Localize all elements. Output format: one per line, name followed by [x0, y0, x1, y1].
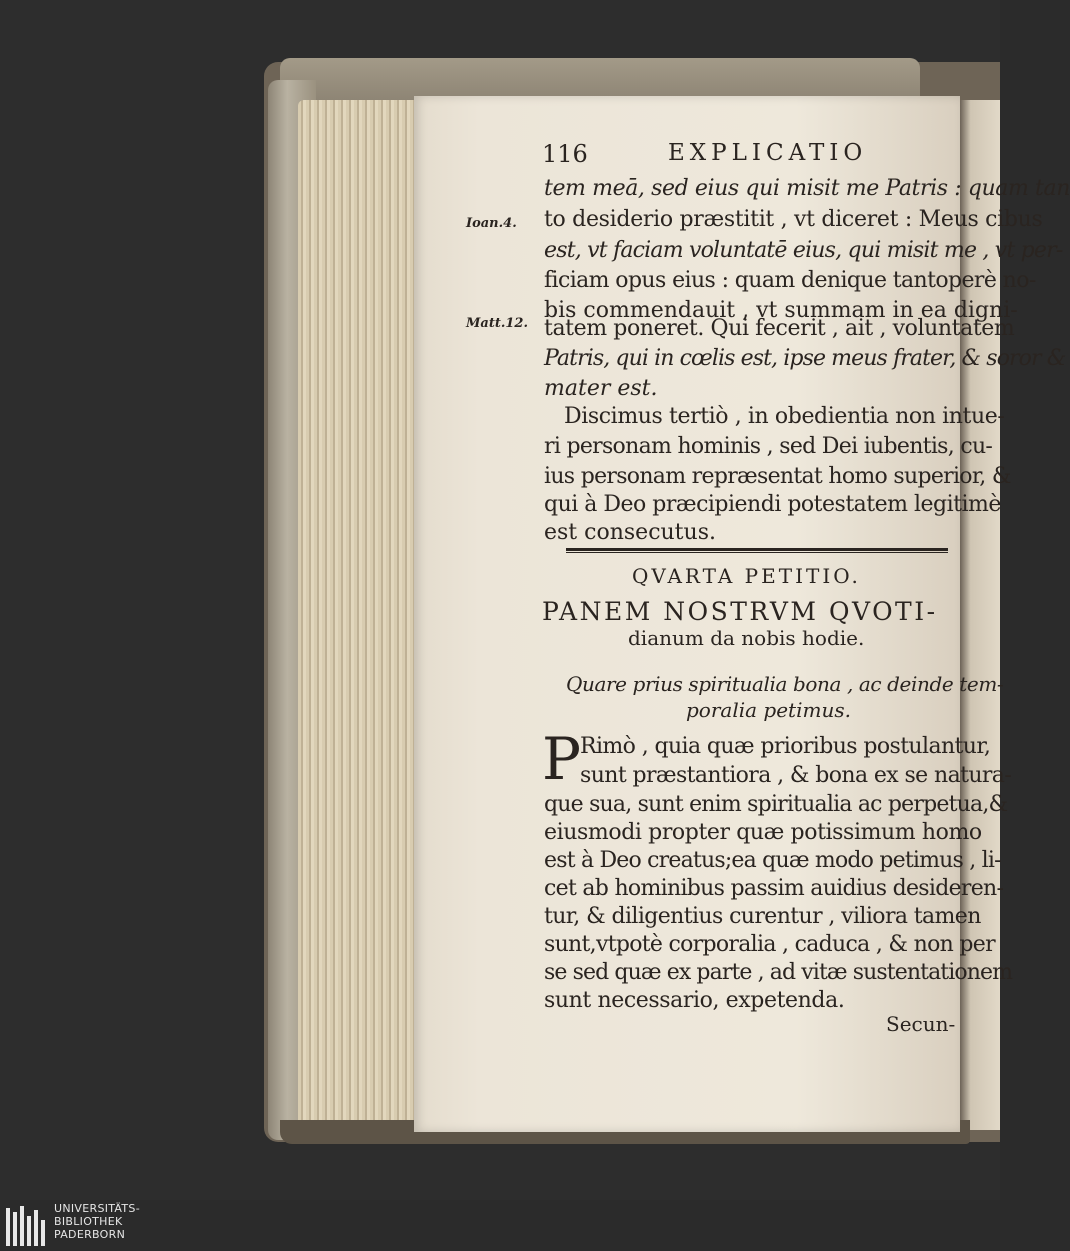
text-line: est, vt faciam voluntatē eius, qui misit me , vt per- — [544, 238, 1063, 263]
page-number: 116 — [542, 140, 588, 168]
text-line: cet ab hominibus passim auidius desideren- — [544, 876, 1004, 901]
text-line: qui à Deo præcipiendi potestatem legitimè — [544, 492, 1001, 517]
margin-note-matt: Matt.12. — [466, 316, 528, 331]
subheading-cont: poralia petimus. — [686, 698, 851, 722]
text-line: tem meā, sed eius qui misit me Patris : quam tan — [544, 176, 1070, 201]
text-line: est à Deo creatus;ea quæ modo petimus , li- — [544, 848, 1001, 873]
text-line: ius personam repræsentat homo superior, & — [544, 464, 1011, 489]
text-line: Rimò , quia quæ prioribus postulantur, — [580, 734, 991, 759]
text-line: Patris, qui in cœlis est, ipse meus frater, & soror & — [544, 346, 1066, 371]
text-line: tur, & diligentius curentur , viliora tamen — [544, 904, 981, 929]
subheading: Quare prius spiritualia bona , ac deinde tem- — [566, 672, 1004, 696]
running-head: EXPLICATIO — [668, 140, 868, 166]
footer-bar — [0, 1200, 1000, 1251]
library-logo-icon — [6, 1206, 46, 1246]
drop-cap: P — [542, 725, 582, 793]
text-line: Discimus tertiò , in obedientia non intue- — [564, 404, 1005, 429]
text-line: que sua, sunt enim spiritualia ac perpetua,& — [544, 792, 1008, 817]
text-line: bis commendauit , vt summam in ea digni- — [544, 298, 1018, 323]
text-line: se sed quæ ex parte , ad vitæ sustentationem — [544, 960, 1013, 985]
text-line: to desiderio præstitit , vt diceret : Meus cibus — [544, 207, 1043, 232]
text-line: sunt necessario, expetenda. — [544, 988, 845, 1013]
text-line: sunt præstantiora , & bona ex se natura- — [580, 763, 1012, 788]
text-line: ficiam opus eius : quam denique tantoperè no- — [544, 268, 1036, 293]
section-heading: QVARTA PETITIO. — [632, 564, 861, 588]
petition-title-cont: dianum da nobis hodie. — [628, 626, 865, 650]
catchword: Secun- — [886, 1012, 956, 1036]
text-line: mater est. — [544, 376, 658, 401]
text-line: tatem poneret. Qui fecerit , ait , voluntatem — [544, 316, 1015, 341]
library-logo-text — [54, 1202, 140, 1241]
logo-line: PADERBORN — [54, 1228, 126, 1241]
logo-line: BIBLIOTHEK — [54, 1215, 123, 1228]
text-line: sunt,vtpotè corporalia , caduca , & non per — [544, 932, 995, 957]
petition-title: PANEM NOSTRVM QVOTI- — [542, 597, 938, 626]
logo-line: UNIVERSITÄTS- — [54, 1202, 140, 1215]
page-edges — [298, 100, 420, 1130]
text-line: eiusmodi propter quæ potissimum homo — [544, 820, 982, 845]
margin-note-ioan: Ioan.4. — [466, 216, 517, 231]
text-line: ri personam hominis , sed Dei iubentis, cu- — [544, 434, 993, 459]
section-rule — [566, 548, 948, 553]
text-line: est consecutus. — [544, 520, 716, 545]
